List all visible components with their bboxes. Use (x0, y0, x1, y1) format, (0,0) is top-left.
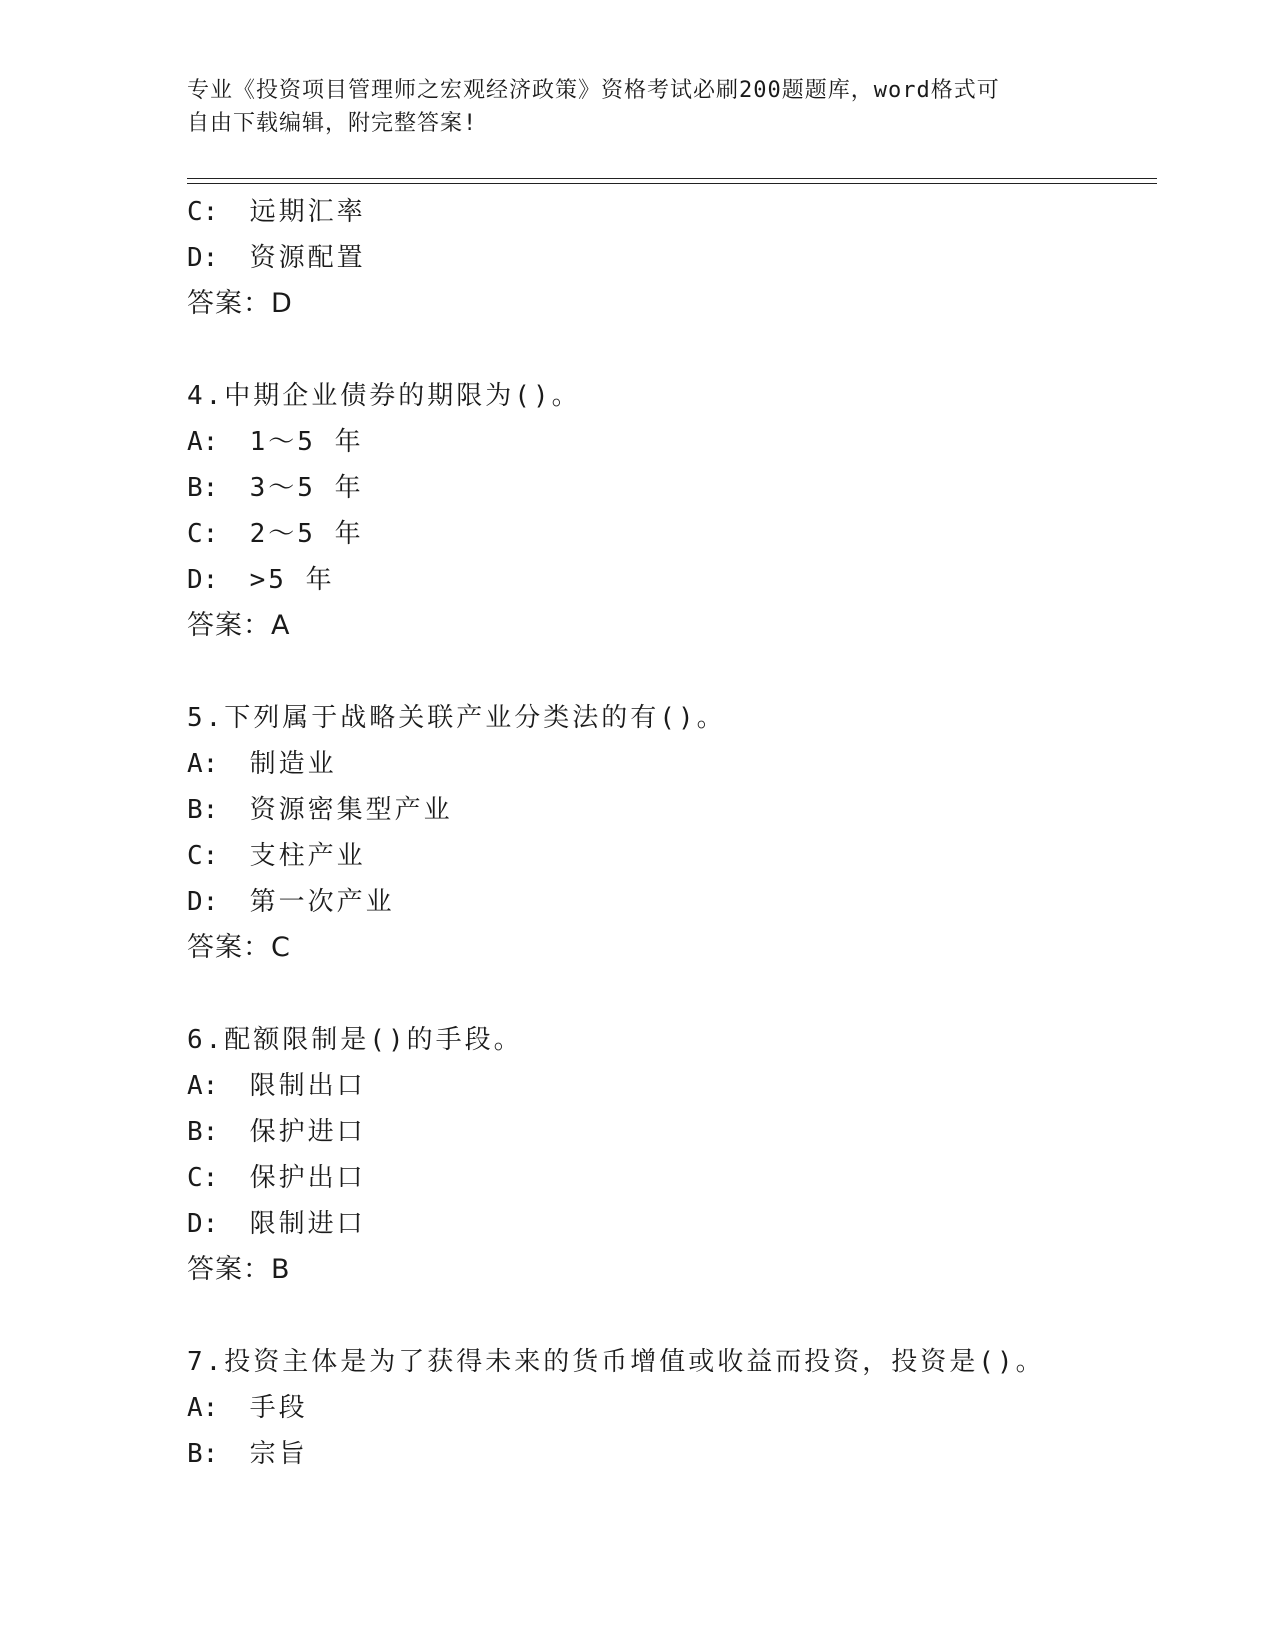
option-text: 支柱产业 (249, 841, 366, 871)
document-header (187, 74, 1087, 140)
option-row (187, 189, 1167, 235)
answer-line: 答案：D (187, 288, 293, 319)
option-label: C: (187, 1163, 219, 1193)
option-text: 宗旨 (249, 1439, 308, 1469)
option-row (187, 235, 1167, 281)
option-label: A: (187, 1071, 219, 1101)
option-row (187, 741, 1167, 787)
header-line-2: 自由下载编辑，附完整答案! (187, 111, 478, 136)
option-row (187, 511, 1167, 557)
option-row (187, 833, 1167, 879)
answer-line: 答案：C (187, 932, 291, 963)
header-divider-top (187, 178, 1157, 179)
option-row (187, 419, 1167, 465)
option-label: D: (187, 243, 219, 273)
option-row (187, 1063, 1167, 1109)
option-text: 3～5 年 (249, 473, 364, 503)
option-row (187, 879, 1167, 925)
option-row (187, 1385, 1167, 1431)
option-label: B: (187, 1117, 219, 1147)
option-label: B: (187, 1439, 219, 1469)
question-title: 7.投资主体是为了获得未来的货币增值或收益而投资，投资是()。 (187, 1347, 1045, 1377)
option-label: D: (187, 1209, 219, 1239)
option-text: 资源密集型产业 (249, 795, 453, 825)
option-label: B: (187, 473, 219, 503)
option-row (187, 1109, 1167, 1155)
option-text: 手段 (249, 1393, 308, 1423)
option-text: 制造业 (249, 749, 337, 779)
option-text: >5 年 (249, 565, 335, 595)
option-label: C: (187, 841, 219, 871)
option-text: 资源配置 (249, 243, 366, 273)
option-text: 限制出口 (249, 1071, 366, 1101)
option-label: D: (187, 565, 219, 595)
answer-line: 答案：B (187, 1254, 291, 1285)
option-label: D: (187, 887, 219, 917)
option-label: A: (187, 749, 219, 779)
option-row (187, 1431, 1167, 1477)
option-label: C: (187, 197, 219, 227)
option-text: 远期汇率 (249, 197, 366, 227)
option-row (187, 1155, 1167, 1201)
option-row (187, 787, 1167, 833)
option-label: C: (187, 519, 219, 549)
question-list (187, 189, 1167, 1477)
option-text: 第一次产业 (249, 887, 395, 917)
option-text: 2～5 年 (249, 519, 364, 549)
option-text: 保护进口 (249, 1117, 366, 1147)
header-line-1: 专业《投资项目管理师之宏观经济政策》资格考试必刷200题题库，word格式可 (187, 78, 1000, 103)
header-divider-bottom (187, 183, 1157, 184)
option-text: 1～5 年 (249, 427, 364, 457)
question-title: 6.配额限制是()的手段。 (187, 1025, 523, 1055)
option-text: 保护出口 (249, 1163, 366, 1193)
option-label: B: (187, 795, 219, 825)
option-row (187, 1201, 1167, 1247)
option-row (187, 557, 1167, 603)
answer-line: 答案：A (187, 610, 291, 641)
option-row (187, 465, 1167, 511)
question-title: 5.下列属于战略关联产业分类法的有()。 (187, 703, 726, 733)
question-title: 4.中期企业债券的期限为()。 (187, 381, 581, 411)
option-label: A: (187, 427, 219, 457)
option-label: A: (187, 1393, 219, 1423)
option-text: 限制进口 (249, 1209, 366, 1239)
